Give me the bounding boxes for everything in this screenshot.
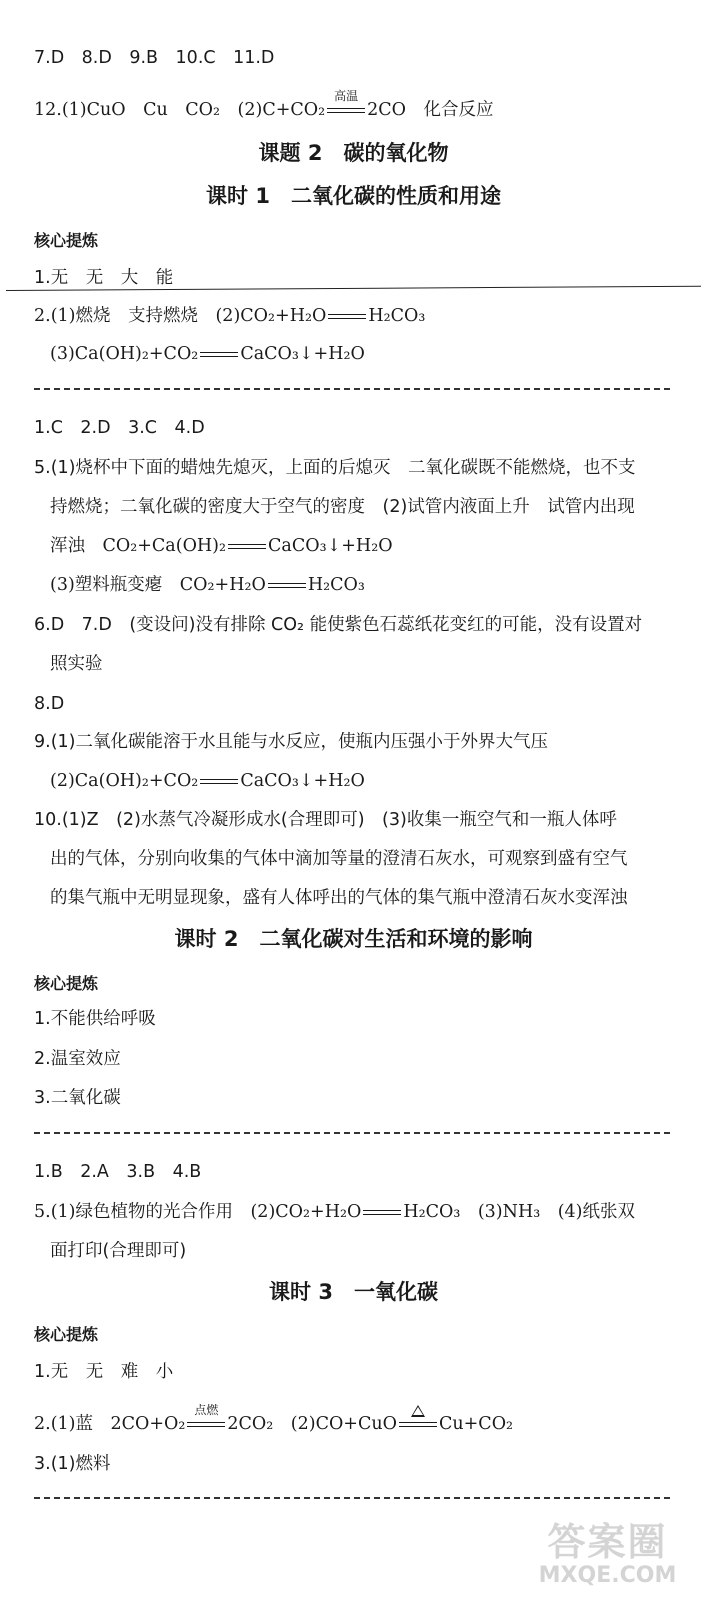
dashed-divider — [34, 388, 670, 390]
answer-5-line4-part2: H₂CO₃ — [307, 575, 365, 595]
answers-6-7: 6.D 7.D (变设问)没有排除 CO₂ 能使紫色石蕊纸花变红的可能，没有设置对 — [34, 615, 643, 635]
lesson-3-core-2-part2: 2CO₂ (2)CO+CuO — [227, 1414, 397, 1434]
reaction-equals-sign — [328, 312, 366, 322]
core-summary-label: 核心提炼 — [34, 1325, 99, 1344]
reaction-equals-sign — [363, 1208, 401, 1218]
answers-6-7-cont: 照实验 — [50, 654, 103, 674]
answer-5-line3-part1: 浑浊 CO₂+Ca(OH)₂ — [50, 536, 227, 556]
lesson-3-core-2-part1: 2.(1)蓝 2CO+O₂ — [34, 1414, 186, 1434]
core-summary-label: 核心提炼 — [34, 974, 99, 993]
lesson-2-core-2: 2.温室效应 — [34, 1049, 121, 1069]
reaction-equals-sign — [200, 777, 238, 787]
answer-9-line2-part1: (2)Ca(OH)₂+CO₂ — [50, 771, 199, 791]
answer-5-line2: 持燃烧；二氧化碳的密度大于空气的密度 (2)试管内液面上升 试管内出现 — [50, 497, 635, 517]
lesson-2-answer-5-part1: 5.(1)绿色植物的光合作用 (2)CO₂+H₂O — [34, 1202, 362, 1222]
reaction-equals-sign — [200, 350, 238, 360]
watermark-en: MXQE.COM — [538, 1563, 677, 1588]
answer-5-line4 — [50, 571, 691, 599]
watermark-logo — [520, 1520, 695, 1590]
lesson-2-answer-5-line2: 面打印(合理即可) — [50, 1241, 187, 1261]
core-summary-label: 核心提炼 — [34, 231, 99, 250]
answer-10-line2: 出的气体，分别向收集的气体中滴加等量的澄清石灰水，可观察到盛有空气 — [50, 849, 628, 869]
answer-10-line1: 10.(1)Z (2)水蒸气冷凝形成水(合理即可) (3)收集一瓶空气和一瓶人体呼 — [34, 810, 617, 830]
reaction-equals-sign — [399, 1420, 437, 1430]
answers-1-4: 1.C 2.D 3.C 4.D — [34, 418, 205, 438]
lesson-2-core-1: 1.不能供给呼吸 — [34, 1009, 156, 1029]
lesson-2-title: 课时 2 二氧化碳对生活和环境的影响 — [174, 927, 533, 951]
watermark-cn: 答案圈 — [547, 1520, 668, 1564]
core-2-3 — [50, 340, 691, 368]
answer-12-part1: 12.(1)CuO Cu CO₂ (2)C+CO₂ — [34, 100, 326, 120]
lesson-3-core-2 — [34, 1402, 691, 1438]
lesson-1-title: 课时 1 二氧化碳的性质和用途 — [206, 184, 501, 208]
core-2-part2: H₂CO₃ — [368, 306, 426, 326]
core-1: 1.无 无 大 能 — [34, 268, 174, 288]
lesson-3-core-1: 1.无 无 难 小 — [34, 1362, 174, 1382]
lesson-3-title: 课时 3 一氧化碳 — [269, 1280, 438, 1304]
dashed-divider — [34, 1132, 670, 1134]
answer-5-line1: 5.(1)烧杯中下面的蜡烛先熄灭，上面的后熄灭 二氧化碳既不能燃烧，也不支 — [34, 458, 636, 478]
answer-10-line3: 的集气瓶中无明显现象，盛有人体呼出的气体的集气瓶中澄清石灰水变浑浊 — [50, 888, 628, 908]
lesson-2-answer-5-part2: H₂CO₃ (3)NH₃ (4)纸张双 — [403, 1202, 636, 1222]
answer-5-line3 — [50, 532, 691, 560]
lesson-3-core-2-part3: Cu+CO₂ — [438, 1414, 514, 1434]
heating-triangle-icon — [411, 1405, 425, 1417]
answer-9-line2-part2: CaCO₃↓+H₂O — [240, 771, 365, 791]
dashed-divider — [34, 1497, 670, 1499]
lesson-3-core-3: 3.(1)燃料 — [34, 1454, 111, 1474]
answer-9-line1: 9.(1)二氧化碳能溶于水且能与水反应，使瓶内压强小于外界大气压 — [34, 732, 548, 752]
lesson-2-core-3: 3.二氧化碳 — [34, 1088, 121, 1108]
answer-8: 8.D — [34, 694, 65, 714]
reaction-equals-sign — [228, 542, 266, 552]
answer-12-part2: 2CO 化合反应 — [367, 100, 494, 120]
core-2-3-part2: CaCO₃↓+H₂O — [240, 344, 365, 364]
answer-5-line3-part2: CaCO₃↓+H₂O — [268, 536, 393, 556]
answers-7-11: 7.D 8.D 9.B 10.C 11.D — [34, 48, 275, 68]
core-2-3-part1: (3)Ca(OH)₂+CO₂ — [50, 344, 199, 364]
answer-5-line4-part1: (3)塑料瓶变瘪 CO₂+H₂O — [50, 575, 266, 595]
reaction-condition: 点燃 — [194, 1402, 219, 1417]
answer-9-line2 — [50, 767, 691, 795]
answer-12 — [34, 88, 691, 124]
reaction-condition: 高温 — [334, 88, 359, 103]
core-2 — [34, 302, 691, 330]
lesson-2-answers-1-4: 1.B 2.A 3.B 4.B — [34, 1162, 202, 1182]
lesson-2-answer-5-line1 — [34, 1198, 691, 1226]
reaction-equals-sign — [268, 581, 306, 591]
section-title: 课题 2 碳的氧化物 — [258, 141, 449, 165]
core-2-part1: 2.(1)燃烧 支持燃烧 (2)CO₂+H₂O — [34, 306, 327, 326]
reaction-equals-sign — [187, 1402, 225, 1430]
reaction-equals-sign — [327, 88, 365, 116]
